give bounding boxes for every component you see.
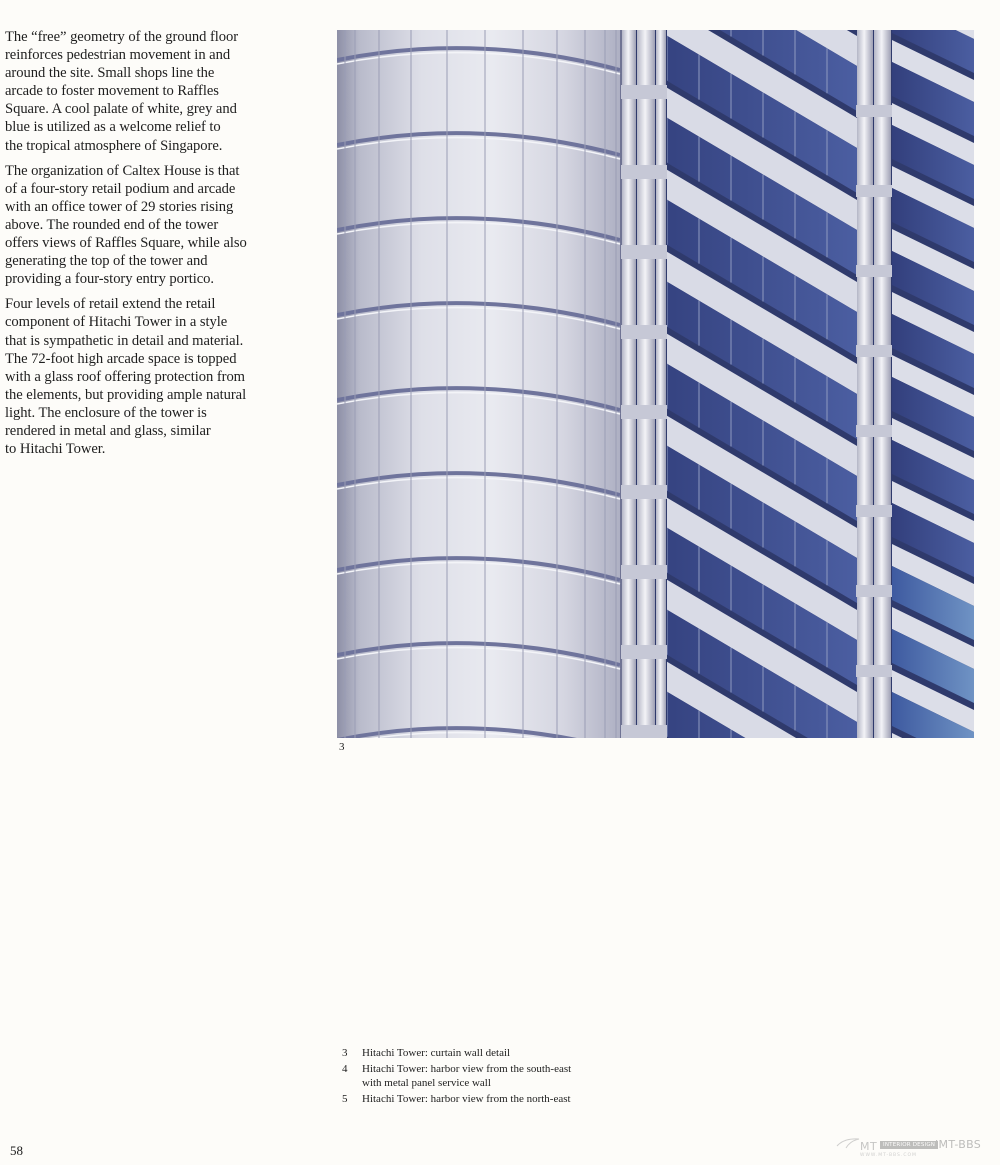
paragraph: Four levels of retail extend the retail component of Hitachi Tower in a style that is sympathetic in detail and material. The 72-foot high arcade space is topped with a glass roof offering protection from the elements, but providing ample natural light. The enclosure of the tower is rendered in metal and glass, similar to Hitachi Tower. [5,296,247,458]
watermark-url: WWW.MT-BBS.COM [860,1153,917,1158]
page-number: 58 [10,1143,23,1158]
caption-number: 4 [342,1063,348,1076]
caption-text: Hitachi Tower: harbor view from the north-east [362,1093,571,1106]
watermark-right-text: IMT-BBS [935,1138,982,1151]
caption-item [342,1093,662,1106]
paragraph: The “free” geometry of the ground floor reinforces pedestrian movement in and around the site. Small shops line the arcade to foster movement to Raffles Square. A cool palate of white, grey and blue is utilized as a welcome relief to the tropical atmosphere of Singapore. [5,29,239,154]
building-photo [337,30,974,738]
curtain-wall-facade [637,30,857,738]
caption-item [342,1047,662,1060]
caption-text: Hitachi Tower: curtain wall detail [362,1047,511,1059]
caption-text: Hitachi Tower: harbor view from the south-east with metal panel service wall [362,1063,572,1089]
caption-number: 3 [342,1047,348,1059]
body-text [5,28,307,465]
watermark [836,1136,996,1160]
watermark-logo-icon [836,1136,860,1150]
caption-list [342,1047,662,1110]
caption-item [342,1063,662,1090]
caption-number: 5 [342,1093,348,1106]
watermark-badge: INTERIOR DESIGN [880,1141,938,1149]
figure-number: 3 [339,741,345,753]
watermark-left-text: MT [860,1140,878,1153]
paragraph: The organization of Caltex House is that of a four-story retail podium and arcade with an office tower of 29 stories rising above. The rounded end of the tower offers views of Raffles Square, while also generating the top of the tower and providing a four-story entry portico. [5,162,247,288]
